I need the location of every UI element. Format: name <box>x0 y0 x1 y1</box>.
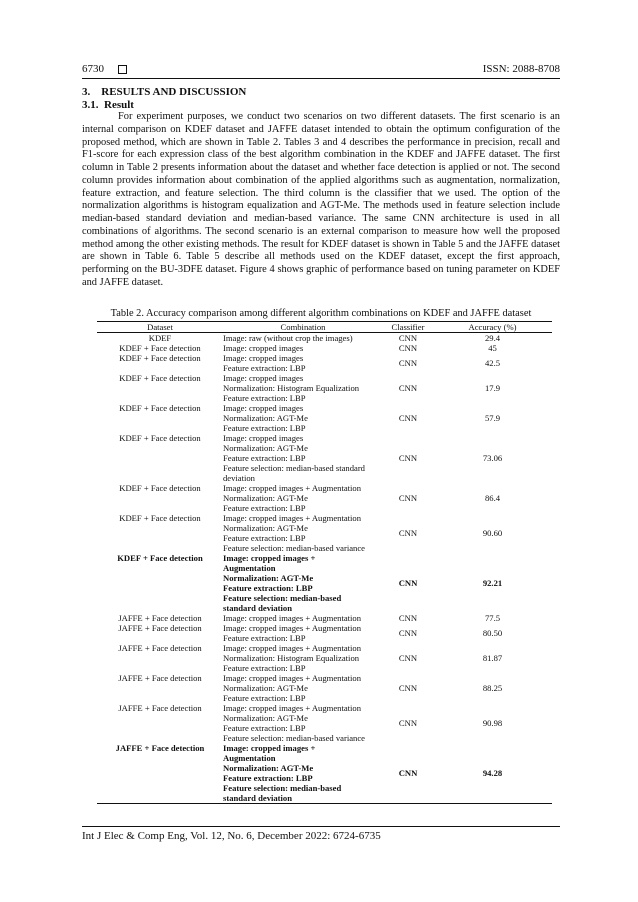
combination-line: Feature extraction: LBP <box>223 773 313 783</box>
cell-dataset: KDEF + Face detection <box>119 373 201 383</box>
combination-line: Feature extraction: LBP <box>223 663 306 673</box>
square-bullet-icon <box>118 65 127 74</box>
cell-accuracy: 88.25 <box>482 683 503 693</box>
table-caption: Table 2. Accuracy comparison among different algorithm combinations on KDEF and JAFFE dataset <box>110 308 532 319</box>
cell-dataset: KDEF <box>148 333 172 343</box>
combination-line: Image: cropped images <box>223 403 304 413</box>
cell-dataset: JAFFE + Face detection <box>115 743 205 753</box>
cell-accuracy: 17.9 <box>484 383 501 393</box>
combination-line: Augmentation <box>223 563 276 573</box>
footer-divider <box>82 826 560 827</box>
combination-line: Image: cropped images + Augmentation <box>223 513 362 523</box>
cell-accuracy: 86.4 <box>484 493 501 503</box>
cell-dataset: KDEF + Face detection <box>117 553 203 563</box>
cell-dataset: JAFFE + Face detection <box>118 623 202 633</box>
cell-combination <box>223 613 383 623</box>
cell-classifier: CNN <box>398 628 418 638</box>
cell-classifier: CNN <box>398 653 418 663</box>
cell-combination <box>223 343 383 353</box>
cell-dataset: JAFFE + Face detection <box>118 673 202 683</box>
header-combination: Combination <box>280 322 326 332</box>
cell-combination <box>223 483 383 513</box>
table-row <box>97 553 552 613</box>
combination-line: Image: raw (without crop the images) <box>223 333 353 343</box>
page-number: 6730 <box>82 63 104 75</box>
journal-issn: ISSN: 2088-8708 <box>482 63 560 75</box>
combination-line: Image: cropped images + Augmentation <box>223 613 362 623</box>
combination-line: Feature extraction: LBP <box>223 693 306 703</box>
cell-combination <box>223 513 383 553</box>
combination-line: Image: cropped images + <box>223 743 316 753</box>
combination-line: Image: cropped images + Augmentation <box>223 483 362 493</box>
combination-line: Normalization: AGT-Me <box>223 683 308 693</box>
cell-dataset: JAFFE + Face detection <box>118 643 202 653</box>
cell-classifier: CNN <box>398 358 418 368</box>
combination-line: Feature extraction: LBP <box>223 633 306 643</box>
cell-dataset: JAFFE + Face detection <box>118 703 202 713</box>
cell-combination <box>223 673 383 703</box>
table-header-row <box>97 322 552 333</box>
table-row <box>97 643 552 673</box>
combination-line: Feature extraction: LBP <box>223 723 306 733</box>
page-header <box>82 62 560 76</box>
section-title: 3. RESULTS AND DISCUSSION <box>82 86 247 98</box>
combination-line: standard deviation <box>223 793 293 803</box>
combination-line: Feature extraction: LBP <box>223 393 306 403</box>
combination-line: Normalization: Histogram Equalization <box>223 383 360 393</box>
combination-line: Image: cropped images + Augmentation <box>223 673 362 683</box>
cell-dataset: KDEF + Face detection <box>119 403 201 413</box>
cell-combination <box>223 703 383 743</box>
cell-accuracy: 80.50 <box>482 628 503 638</box>
combination-line: Feature selection: median-based variance <box>223 543 365 553</box>
combination-line: Image: cropped images <box>223 433 304 443</box>
cell-accuracy: 94.28 <box>482 768 503 778</box>
table-row <box>97 673 552 703</box>
header-dataset: Dataset <box>147 322 173 332</box>
table-row <box>97 353 552 373</box>
table-row <box>97 743 552 804</box>
cell-dataset: KDEF + Face detection <box>119 513 201 523</box>
table-row <box>97 403 552 433</box>
cell-dataset: KDEF + Face detection <box>119 343 201 353</box>
cell-classifier: CNN <box>398 493 418 503</box>
cell-accuracy: 57.9 <box>484 413 501 423</box>
combination-line: Normalization: AGT-Me <box>223 713 308 723</box>
cell-classifier: CNN <box>398 528 418 538</box>
cell-accuracy: 77.5 <box>484 613 501 623</box>
cell-combination <box>223 373 383 403</box>
combination-line: Feature extraction: LBP <box>223 453 306 463</box>
cell-classifier: CNN <box>398 718 418 728</box>
table-row <box>97 513 552 553</box>
combination-line: Normalization: AGT-Me <box>223 523 308 533</box>
combination-line: Feature extraction: LBP <box>223 533 306 543</box>
cell-accuracy: 73.06 <box>482 453 503 463</box>
combination-line: Feature extraction: LBP <box>223 503 306 513</box>
cell-combination <box>223 743 383 804</box>
cell-accuracy: 90.60 <box>482 528 503 538</box>
table-row <box>97 483 552 513</box>
cell-accuracy: 42.5 <box>484 358 501 368</box>
cell-classifier: CNN <box>398 578 418 588</box>
cell-combination <box>223 433 383 483</box>
cell-accuracy: 90.98 <box>482 718 503 728</box>
table-row <box>97 433 552 483</box>
cell-classifier: CNN <box>398 613 418 623</box>
accuracy-table <box>97 321 552 804</box>
table-row <box>97 623 552 643</box>
combination-line: Image: cropped images <box>223 353 304 363</box>
cell-combination <box>223 553 383 613</box>
combination-line: Normalization: AGT-Me <box>223 573 314 583</box>
combination-line: Augmentation <box>223 753 276 763</box>
combination-line: Feature extraction: LBP <box>223 583 313 593</box>
cell-accuracy: 81.87 <box>482 653 503 663</box>
cell-dataset: KDEF + Face detection <box>119 433 201 443</box>
combination-line: Feature selection: median-based variance <box>223 733 365 743</box>
table-row <box>97 703 552 743</box>
cell-dataset: JAFFE + Face detection <box>118 613 202 623</box>
cell-combination <box>223 643 383 673</box>
footer-citation: Int J Elec & Comp Eng, Vol. 12, No. 6, December 2022: 6724-6735 <box>82 830 381 842</box>
combination-line: standard deviation <box>223 603 293 613</box>
combination-line: deviation <box>223 473 255 483</box>
cell-dataset: KDEF + Face detection <box>119 353 201 363</box>
header-divider <box>82 78 560 79</box>
cell-combination <box>223 333 383 344</box>
header-left <box>82 63 127 75</box>
header-accuracy: Accuracy (%) <box>468 322 517 332</box>
table-body <box>97 333 552 804</box>
combination-line: Normalization: AGT-Me <box>223 443 308 453</box>
cell-accuracy: 29.4 <box>484 333 501 343</box>
cell-classifier: CNN <box>398 343 418 353</box>
cell-accuracy: 92.21 <box>482 578 503 588</box>
cell-classifier: CNN <box>398 333 418 343</box>
cell-classifier: CNN <box>398 413 418 423</box>
combination-line: Normalization: AGT-Me <box>223 493 308 503</box>
combination-line: Image: cropped images + Augmentation <box>223 703 362 713</box>
combination-line: Feature selection: median-based standard <box>223 463 365 473</box>
cell-classifier: CNN <box>398 768 418 778</box>
cell-combination <box>223 403 383 433</box>
header-classifier: Classifier <box>391 322 425 332</box>
cell-classifier: CNN <box>398 453 418 463</box>
combination-line: Normalization: Histogram Equalization <box>223 653 360 663</box>
combination-line: Feature selection: median-based <box>223 593 342 603</box>
combination-line: Image: cropped images + Augmentation <box>223 643 362 653</box>
table-row <box>97 613 552 623</box>
combination-line: Image: cropped images + Augmentation <box>223 623 362 633</box>
cell-accuracy: 45 <box>488 343 497 353</box>
combination-line: Image: cropped images <box>223 343 304 353</box>
cell-combination <box>223 623 383 643</box>
combination-line: Feature selection: median-based <box>223 783 342 793</box>
combination-line: Normalization: AGT-Me <box>223 763 314 773</box>
table-row <box>97 333 552 344</box>
cell-dataset: KDEF + Face detection <box>119 483 201 493</box>
combination-line: Image: cropped images + <box>223 553 316 563</box>
cell-classifier: CNN <box>398 683 418 693</box>
cell-classifier: CNN <box>398 383 418 393</box>
subsection-title: 3.1. Result <box>82 99 134 111</box>
combination-line: Normalization: AGT-Me <box>223 413 308 423</box>
table-row <box>97 343 552 353</box>
body-paragraph: For experiment purposes, we conduct two scenarios on two different datasets. The first scenario is an internal comparison on KDEF dataset and JAFFE dataset intended to obtain the optimum configuration of the proposed method, which are shown in Table 2. Tables 3 and 4 describes the performance in precision, recall and F1-score for each expression class of the best algorithm combination in the KDEF and JAFFE dataset. The first column in Table 2 presents information about the dataset and whether face detection is applied or not. The second column provides information about combination of the applied algorithms such as augmentation, normalization, feature extraction, and feature selection. The third column is the classifier that we used. The option of the normalization algorithms is histogram equalization and AGT-Me. The methods used in feature selection include median-based standard deviation and median-based variance. The same CNN architecture is used in all combinations of algorithms. The second scenario is an external comparison to measure how well the proposed method among the other existing methods. The result for KDEF dataset is shown in Table 5 and the JAFFE dataset are shown in Table 6. Table 5 describe all methods used on the KDEF dataset, except the first approach, performing on the BU-3DFE dataset. Figure 4 shows graphic of performance based on tuning parameter on KDEF and JAFFE dataset. <box>82 111 560 288</box>
combination-line: Feature extraction: LBP <box>223 423 306 433</box>
table-row <box>97 373 552 403</box>
combination-line: Feature extraction: LBP <box>223 363 306 373</box>
cell-combination <box>223 353 383 373</box>
combination-line: Image: cropped images <box>223 373 304 383</box>
